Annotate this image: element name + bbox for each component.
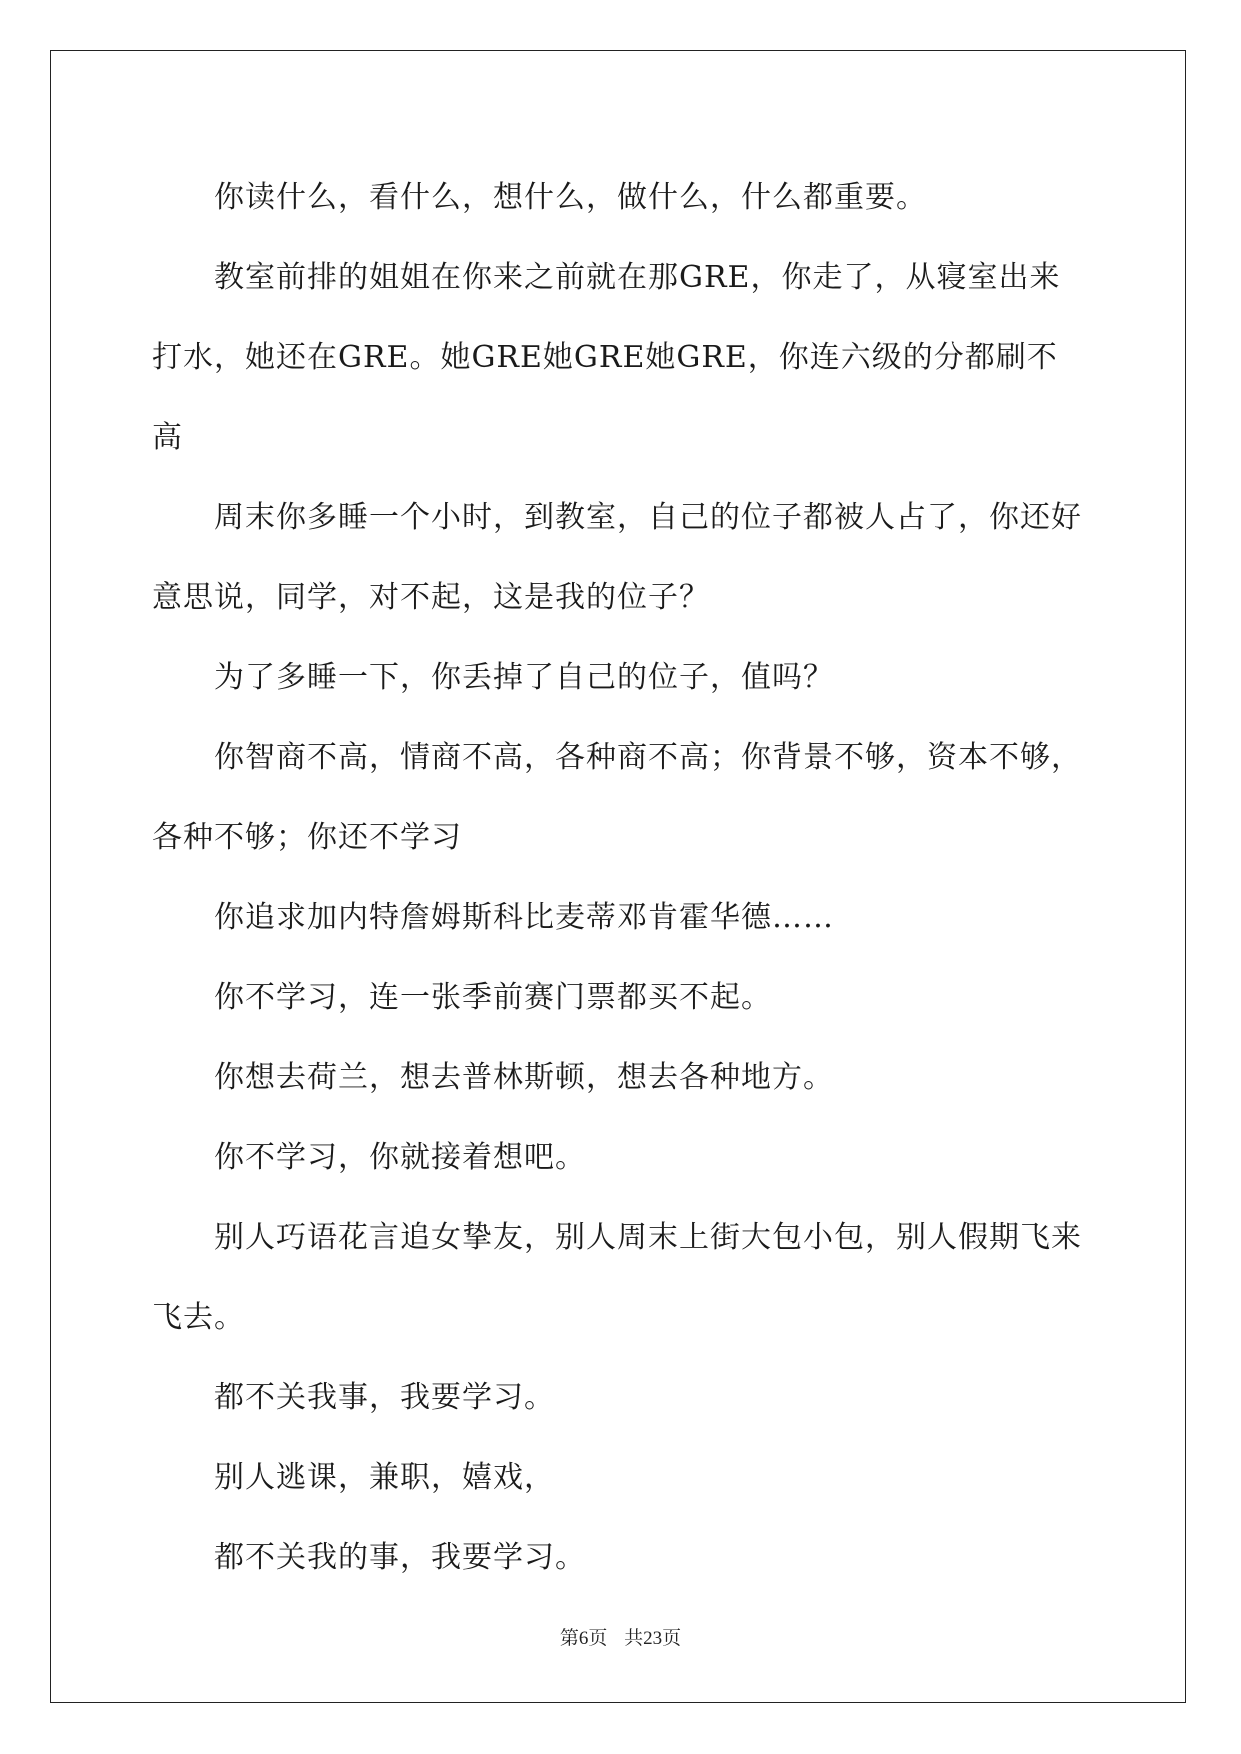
paragraph: 你追求加内特詹姆斯科比麦蒂邓肯霍华德…… (214, 900, 834, 935)
paragraph: 教室前排的姐姐在你来之前就在那GRE，你走了，从寝室出来打水，她还在GRE。她GRE她GRE她GRE，你连六级的分都刷不高 (152, 260, 1061, 455)
paragraph: 别人巧语花言追女挚友，别人周末上街大包小包，别人假期飞来飞去。 (152, 1220, 1082, 1335)
paragraph: 你读什么，看什么，想什么，做什么，什么都重要。 (214, 180, 927, 215)
paragraph: 你智商不高，情商不高，各种商不高；你背景不够，资本不够，各种不够；你还不学习 (152, 740, 1082, 855)
document-body (152, 158, 1087, 1598)
page-total: 共23页 (624, 1628, 682, 1649)
page-footer (0, 1623, 1241, 1650)
paragraph: 你不学习，连一张季前赛门票都买不起。 (214, 980, 772, 1015)
page-number: 第6页 (559, 1628, 608, 1649)
paragraph: 你想去荷兰，想去普林斯顿，想去各种地方。 (214, 1060, 834, 1095)
paragraph: 周末你多睡一个小时，到教室，自己的位子都被人占了，你还好意思说，同学，对不起，这是我的位子？ (152, 500, 1082, 615)
paragraph: 别人逃课，兼职，嬉戏， (214, 1460, 555, 1495)
paragraph: 你不学习，你就接着想吧。 (214, 1140, 586, 1175)
paragraph: 为了多睡一下，你丢掉了自己的位子，值吗？ (214, 660, 834, 695)
paragraph: 都不关我事，我要学习。 (214, 1380, 555, 1415)
paragraph: 都不关我的事，我要学习。 (214, 1540, 586, 1575)
